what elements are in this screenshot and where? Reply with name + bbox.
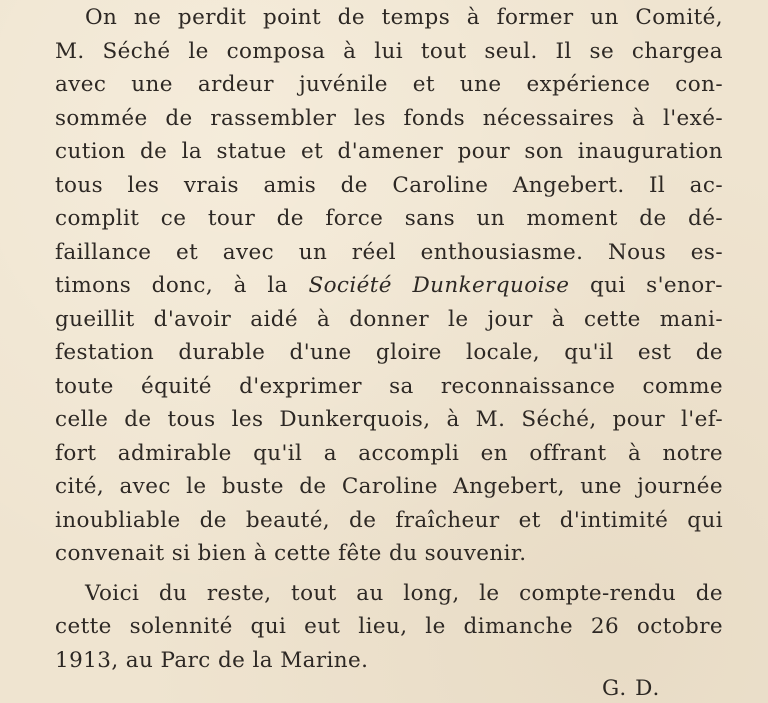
text-segment: timons donc, à la xyxy=(55,273,309,298)
text-line: tous les vrais amis de Caroline Angebert. Il ac- xyxy=(55,172,723,198)
text-line: gueillit d'avoir aidé à donner le jour à cette mani- xyxy=(55,306,723,332)
text-line: convenait si bien à cette fête du souvenir. xyxy=(55,541,527,566)
body-text xyxy=(55,1,723,677)
text-line: sommée de rassembler les fonds nécessaires à l'exé- xyxy=(55,105,723,131)
signature: G. D. xyxy=(602,676,661,701)
text-line: On ne perdit point de temps à former un Comité, xyxy=(85,5,723,30)
text-line: fort admirable qu'il a accompli en offrant à notre xyxy=(55,440,723,466)
text-line: inoubliable de beauté, de fraîcheur et d'intimité qui xyxy=(55,507,723,533)
text-line: complit ce tour de force sans un moment de dé- xyxy=(55,206,723,231)
text-line: cution de la statue et d'amener pour son inauguration xyxy=(55,139,723,164)
text-line: Voici du reste, tout au long, le compte-rendu de xyxy=(85,580,723,606)
text-line: toute équité d'exprimer sa reconnaissance comme xyxy=(55,373,723,399)
society-name-italic: Société Dunkerquoise xyxy=(308,273,570,298)
text-line: M. Séché le composa à lui tout seul. Il se chargea xyxy=(55,38,723,64)
text-line: cette solennité qui eut lieu, le dimanche 26 octobre xyxy=(55,614,723,639)
text-line: faillance et avec un réel enthousiasme. Nous es- xyxy=(55,239,723,265)
text-line: festation durable d'une gloire locale, qu'il est de xyxy=(55,340,723,365)
text-segment: qui s'enor- xyxy=(569,273,723,298)
text-line-with-italic xyxy=(55,269,723,303)
text-line: avec une ardeur juvénile et une expérience con- xyxy=(55,72,723,97)
text-line: cité, avec le buste de Caroline Angebert, une journée xyxy=(55,474,723,499)
text-line: celle de tous les Dunkerquois, à M. Séché, pour l'ef- xyxy=(55,407,723,432)
text-line: 1913, au Parc de la Marine. xyxy=(55,647,369,673)
